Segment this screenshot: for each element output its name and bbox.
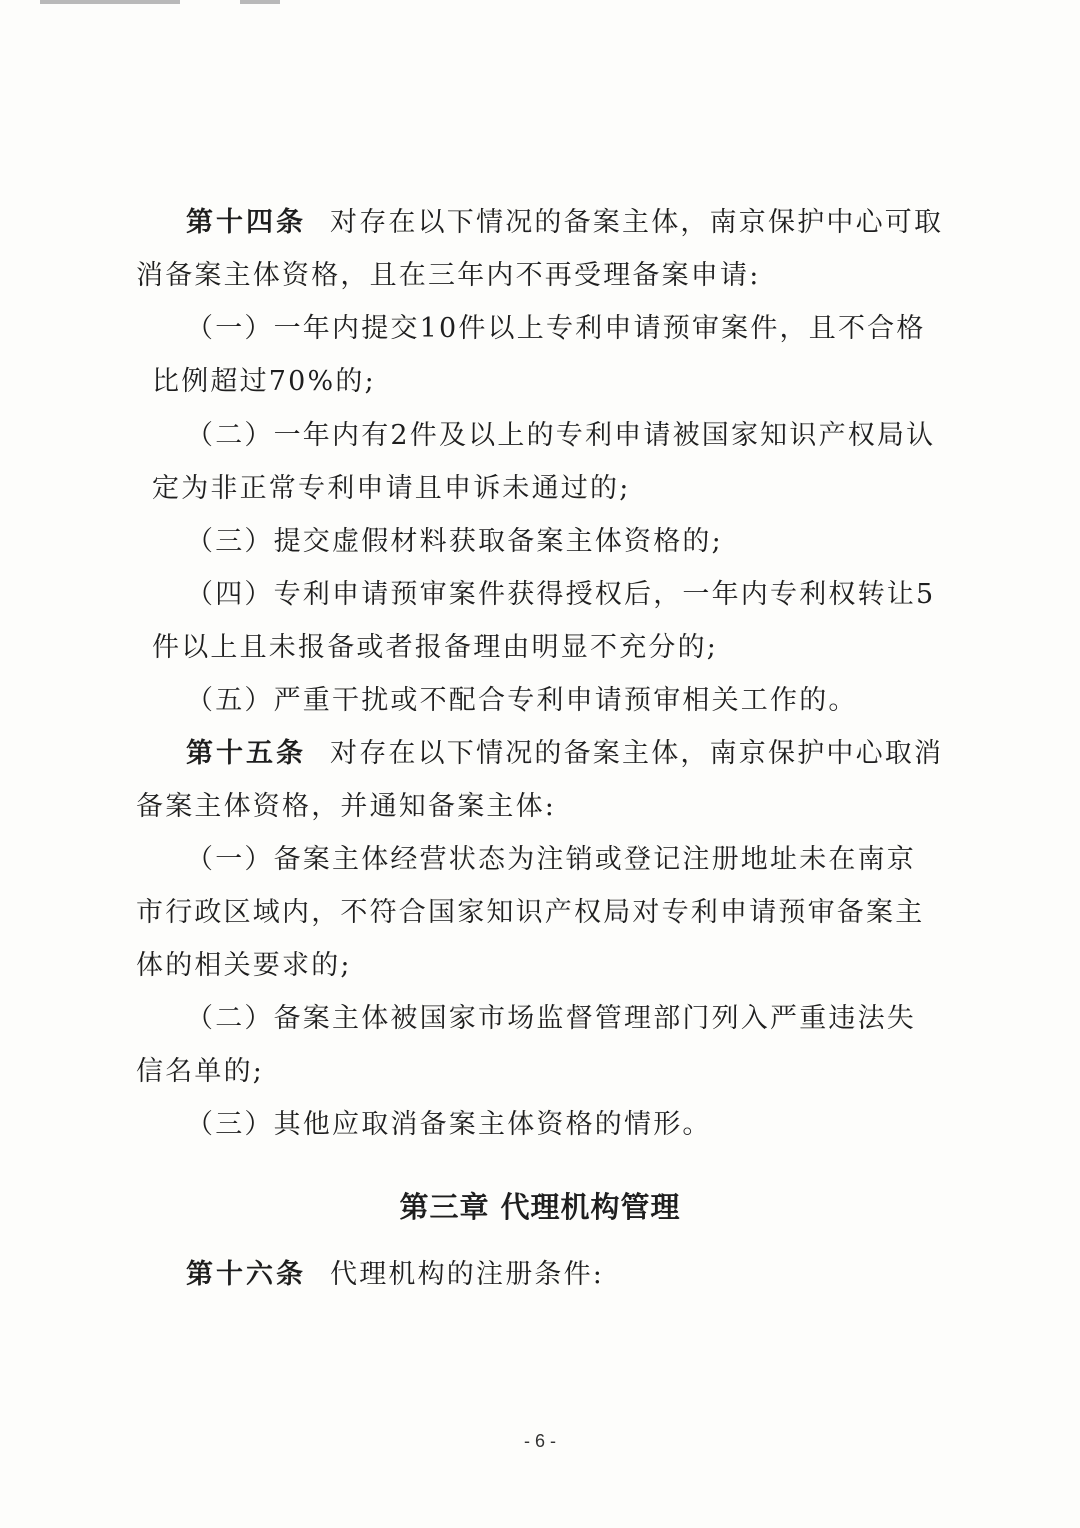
scan-edge-mark: [240, 0, 280, 4]
article-15-title: 第十五条: [186, 738, 306, 769]
article-16-text: 代理机构的注册条件:: [330, 1259, 605, 1290]
article-14-item-2-cont: 定为非正常专利申请且申诉未通过的;: [152, 473, 631, 504]
chapter-heading: 第三章 代理机构管理: [399, 1190, 681, 1224]
scan-edge-mark: [40, 0, 180, 4]
article-14-item-5: （五）严重干扰或不配合专利申请预审相关工作的。: [186, 685, 858, 716]
article-14-item-4-cont: 件以上且未报备或者报备理由明显不充分的;: [152, 632, 719, 663]
article-15-item-2-cont: 信名单的;: [136, 1056, 265, 1087]
article-14-item-1-cont: 比例超过70%的;: [152, 366, 376, 397]
article-15-text: 对存在以下情况的备案主体，南京保护中心取消: [330, 738, 944, 769]
article-15-item-3: （三）其他应取消备案主体资格的情形。: [186, 1109, 712, 1140]
article-15-item-1-cont: 体的相关要求的;: [136, 950, 352, 981]
article-15-first-line: [186, 737, 943, 771]
article-15-item-1-cont: 市行政区域内，不符合国家知识产权局对专利申请预审备案主: [136, 897, 925, 928]
article-14-item-3: （三）提交虚假材料获取备案主体资格的;: [186, 526, 723, 557]
article-15-item-1: （一）备案主体经营状态为注销或登记注册地址未在南京: [186, 844, 916, 875]
article-14-title: 第十四条: [186, 207, 306, 238]
article-14-text: 对存在以下情况的备案主体，南京保护中心可取: [330, 207, 944, 238]
article-15-item-2: （二）备案主体被国家市场监督管理部门列入严重违法失: [186, 1003, 916, 1034]
page-number: - 6 -: [523, 1431, 556, 1451]
article-16-first-line: [186, 1258, 604, 1292]
article-14-first-line: [186, 206, 943, 240]
article-14-line: 消备案主体资格，且在三年内不再受理备案申请:: [136, 260, 761, 291]
article-15-line: 备案主体资格，并通知备案主体:: [136, 791, 557, 822]
article-14-item-1: （一）一年内提交10件以上专利申请预审案件，且不合格: [186, 313, 926, 344]
article-16-title: 第十六条: [186, 1259, 306, 1290]
article-14-item-2: （二）一年内有2件及以上的专利申请被国家知识产权局认: [186, 420, 936, 451]
article-14-item-4: （四）专利申请预审案件获得授权后，一年内专利权转让5: [186, 579, 936, 610]
